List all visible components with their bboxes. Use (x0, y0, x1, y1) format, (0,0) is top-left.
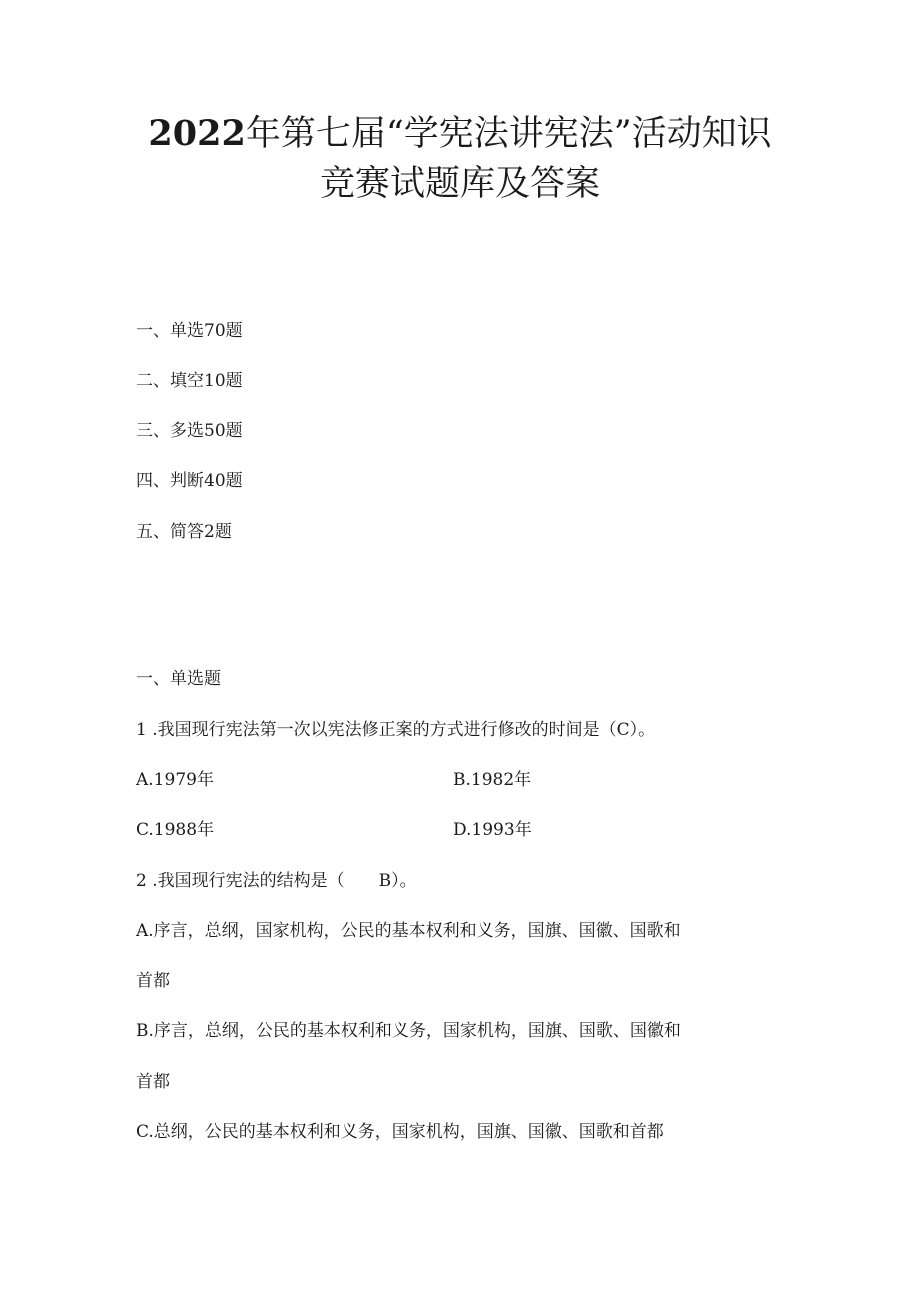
title-year: 2022 (148, 113, 246, 154)
title-line-1-text: 年第七届“学宪法讲宪法”活动知识 (245, 114, 772, 154)
question-1-option-a: A.1979年 (136, 770, 214, 790)
outline-item-single-choice: 一、单选70题 (136, 321, 243, 341)
question-2-option-c: C.总纲，公民的基本权利和义务，国家机构，国旗、国徽、国歌和首都 (136, 1122, 664, 1142)
question-1-option-d: D.1993年 (453, 820, 532, 840)
section-heading: 一、单选题 (136, 669, 221, 689)
outline-item-multiple-choice: 三、多选50题 (136, 421, 243, 441)
outline-item-fill-blank: 二、填空10题 (136, 371, 243, 391)
document-title-line-2: 竞赛试题库及答案 (319, 164, 600, 204)
outline-item-true-false: 四、判断40题 (136, 471, 243, 491)
question-2-option-a: A.序言，总纲，国家机构，公民的基本权利和义务，国旗、国徽、国歌和 (136, 921, 681, 941)
question-2-option-a-continued: 首都 (136, 971, 170, 991)
question-1-option-c: C.1988年 (136, 820, 215, 840)
outline-item-short-answer: 五、简答2题 (136, 522, 232, 542)
document-title-line-1 (0, 112, 920, 156)
question-2-stem: 2 .我国现行宪法的结构是（ B）。 (136, 871, 417, 891)
question-2-option-b-continued: 首都 (136, 1072, 170, 1092)
question-1-stem: 1 .我国现行宪法第一次以宪法修正案的方式进行修改的时间是（C）。 (136, 720, 656, 740)
question-2-option-b: B.序言，总纲，公民的基本权利和义务，国家机构，国旗、国歌、国徽和 (136, 1021, 681, 1041)
question-1-option-b: B.1982年 (453, 770, 532, 790)
